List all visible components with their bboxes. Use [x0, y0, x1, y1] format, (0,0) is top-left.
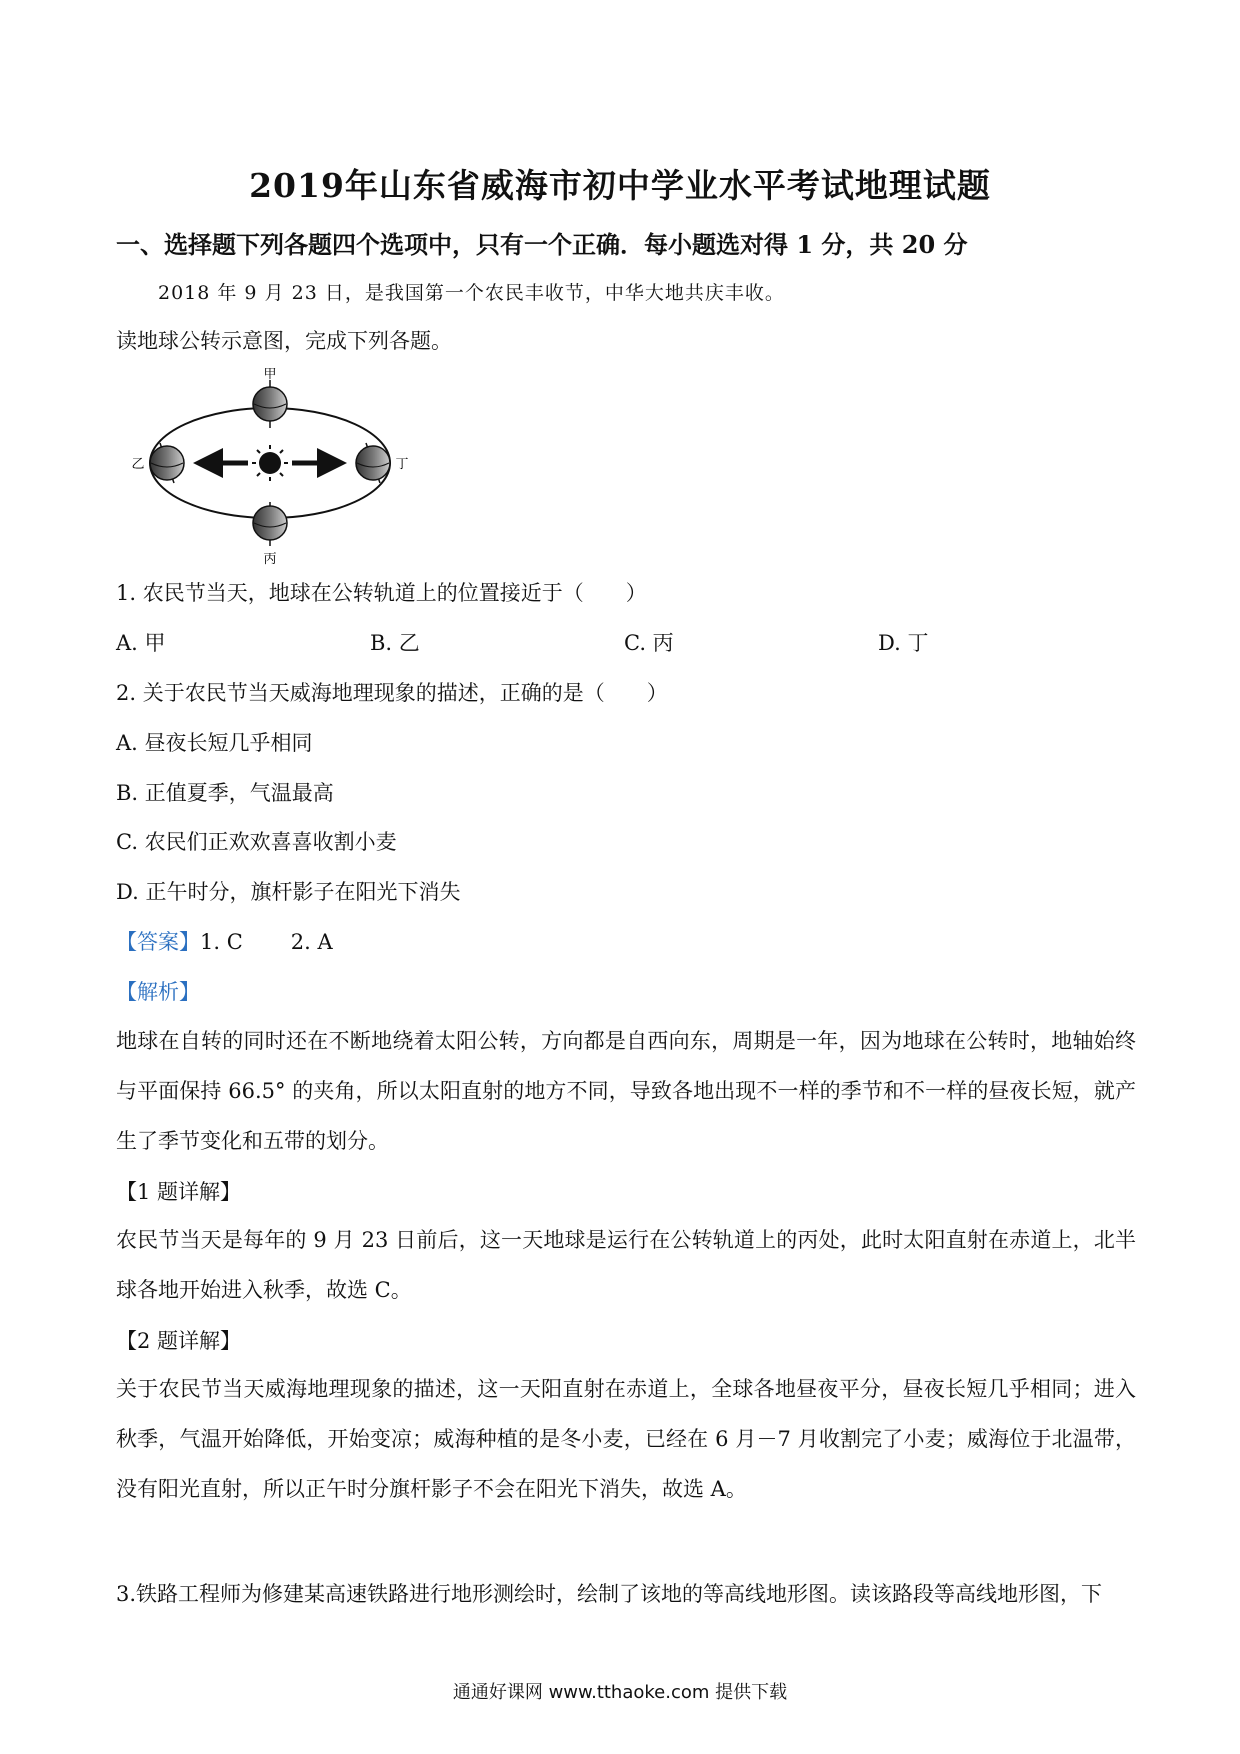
q1-option-a: A. 甲 [116, 631, 166, 655]
earth-revolution-diagram [130, 368, 410, 568]
q2-option-b: B. 正值夏季，气温最高 [116, 781, 334, 805]
analysis-text: 地球在自转的同时还在不断地绕着太阳公转，方向都是自西向东，周期是一年，因为地球在公转时，地轴始终与平面保持 66.5° 的夹角，所以太阳直射的地方不同，导致各地出现不一样的季节和不一样的昼夜长短，就产生了季节变化和五带的划分。 [116, 1029, 1136, 1153]
label-bottom: 丙 [263, 552, 277, 567]
answer-line [116, 926, 333, 956]
detail-2-text: 关于农民节当天威海地理现象的描述，这一天阳直射在赤道上，全球各地昼夜平分，昼夜长短几乎相同；进入秋季，气温开始降低，开始变凉；威海种植的是冬小麦，已经在 6 月－7 月收割完了小麦；威海位于北温带，没有阳光直射，所以正午时分旗杆影子不会在阳光下消失，故选 A。 [116, 1377, 1136, 1501]
detail-1-text: 农民节当天是每年的 9 月 23 日前后，这一天地球是运行在公转轨道上的丙处，此时太阳直射在赤道上，北半球各地开始进入秋季，故选 C。 [116, 1228, 1136, 1302]
analysis-label: 【解析】 [116, 980, 200, 1004]
q1-option-c: C. 丙 [624, 631, 674, 655]
question-1: 1. 农民节当天，地球在公转轨道上的位置接近于（ ） [116, 581, 647, 605]
q1-option-d: D. 丁 [878, 631, 929, 655]
intro-line-2: 读地球公转示意图，完成下列各题。 [116, 329, 452, 353]
page-title: 2019年山东省威海市初中学业水平考试地理试题 [249, 166, 991, 205]
page-footer: 通通好课网 www.tthaoke.com 提供下载 [452, 1682, 788, 1703]
question-2: 2. 关于农民节当天威海地理现象的描述，正确的是（ ） [116, 681, 668, 705]
globe-bottom-icon [253, 502, 287, 546]
sun-icon [252, 445, 288, 481]
answer-2: 2. A [290, 930, 333, 954]
globe-top-icon [253, 380, 287, 428]
answer-1: 1. C [200, 930, 243, 954]
detail-1-label: 【1 题详解】 [116, 1180, 242, 1204]
label-right: 丁 [395, 457, 409, 472]
detail-2-label: 【2 题详解】 [116, 1329, 242, 1353]
q2-option-d: D. 正午时分，旗杆影子在阳光下消失 [116, 880, 461, 904]
answer-label: 【答案】 [116, 930, 200, 954]
q2-option-c: C. 农民们正欢欢喜喜收割小麦 [116, 830, 397, 854]
q2-option-a: A. 昼夜长短几乎相同 [116, 731, 313, 755]
label-left: 乙 [131, 457, 145, 472]
question-3: 3.铁路工程师为修建某高速铁路进行地形测绘时，绘制了该地的等高线地形图。读该路段等高线地形图，下 [116, 1582, 1103, 1606]
label-top: 甲 [263, 368, 277, 382]
intro-line-1: 2018 年 9 月 23 日，是我国第一个农民丰收节，中华大地共庆丰收。 [158, 282, 785, 304]
globe-right-icon [356, 443, 390, 483]
section-heading: 一、选择题下列各题四个选项中，只有一个正确．每小题选对得 1 分，共 20 分 [116, 230, 968, 259]
q1-option-b: B. 乙 [370, 631, 420, 655]
globe-left-icon [150, 443, 184, 483]
